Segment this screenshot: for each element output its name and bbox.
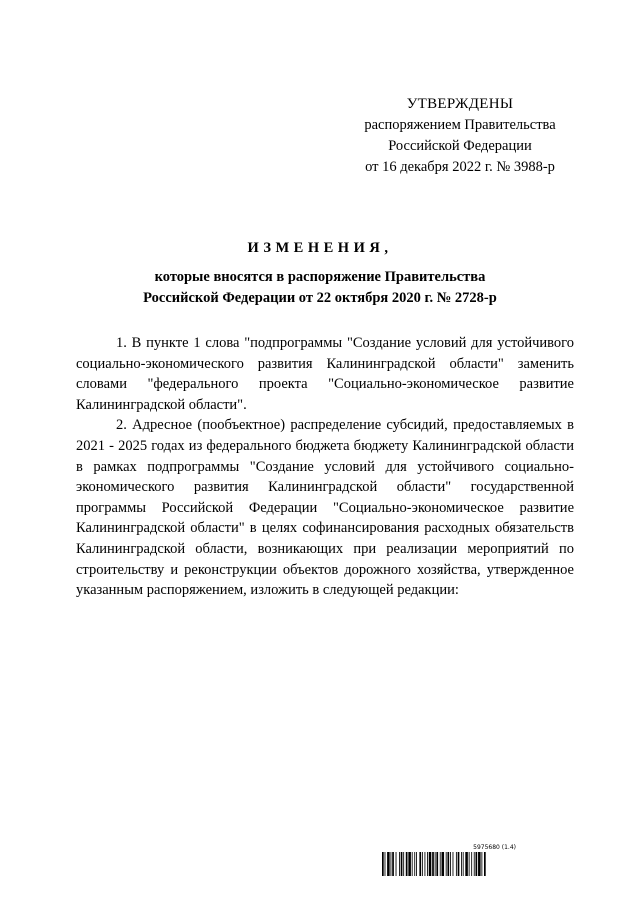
barcode-block (382, 844, 578, 876)
approval-heading: УТВЕРЖДЕНЫ (406, 96, 514, 112)
approval-stamp (340, 94, 580, 178)
paragraph-1: 1. В пункте 1 слова "подпрограммы "Создание условий для устойчивого социально-экономического развития Калининградской области" заменить словами "федерального проекта "Социально-экономическое развитие Калининградской области". (76, 335, 574, 413)
approval-line-1: распоряжением Правительства (364, 117, 556, 133)
barcode-image (382, 852, 578, 876)
approval-line-3: от 16 декабря 2022 г. № 3988-р (365, 159, 555, 175)
title-sub-line-1: которые вносятся в распоряжение Правительства (154, 269, 486, 285)
approval-line-2: Российской Федерации (388, 138, 532, 154)
title-main: ИЗМЕНЕНИЯ, (247, 240, 393, 256)
document-title (60, 238, 580, 309)
title-sub-line-2: Российской Федерации от 22 октября 2020 г. № 2728-р (143, 290, 497, 306)
document-body (76, 333, 574, 601)
paragraph-2: 2. Адресное (пообъектное) распределение субсидий, предоставляемых в 2021 - 2025 годах из федерального бюджета бюджету Калининградской области в рамках подпрограммы "Создание условий для устойчивого социально-экономического развития Калининградской области" государственной программы Российской Федерации "Социально-экономическое развитие Калининградской области" в целях софинансирования расходных обязательств Калининградской области, возникающих при реализации мероприятий по строительству и реконструкции объектов дорожного хозяйства, утвержденное указанным распоряжением, изложить в следующей редакции: (76, 417, 574, 599)
barcode-label: 5975680 (1.4) (473, 844, 516, 851)
